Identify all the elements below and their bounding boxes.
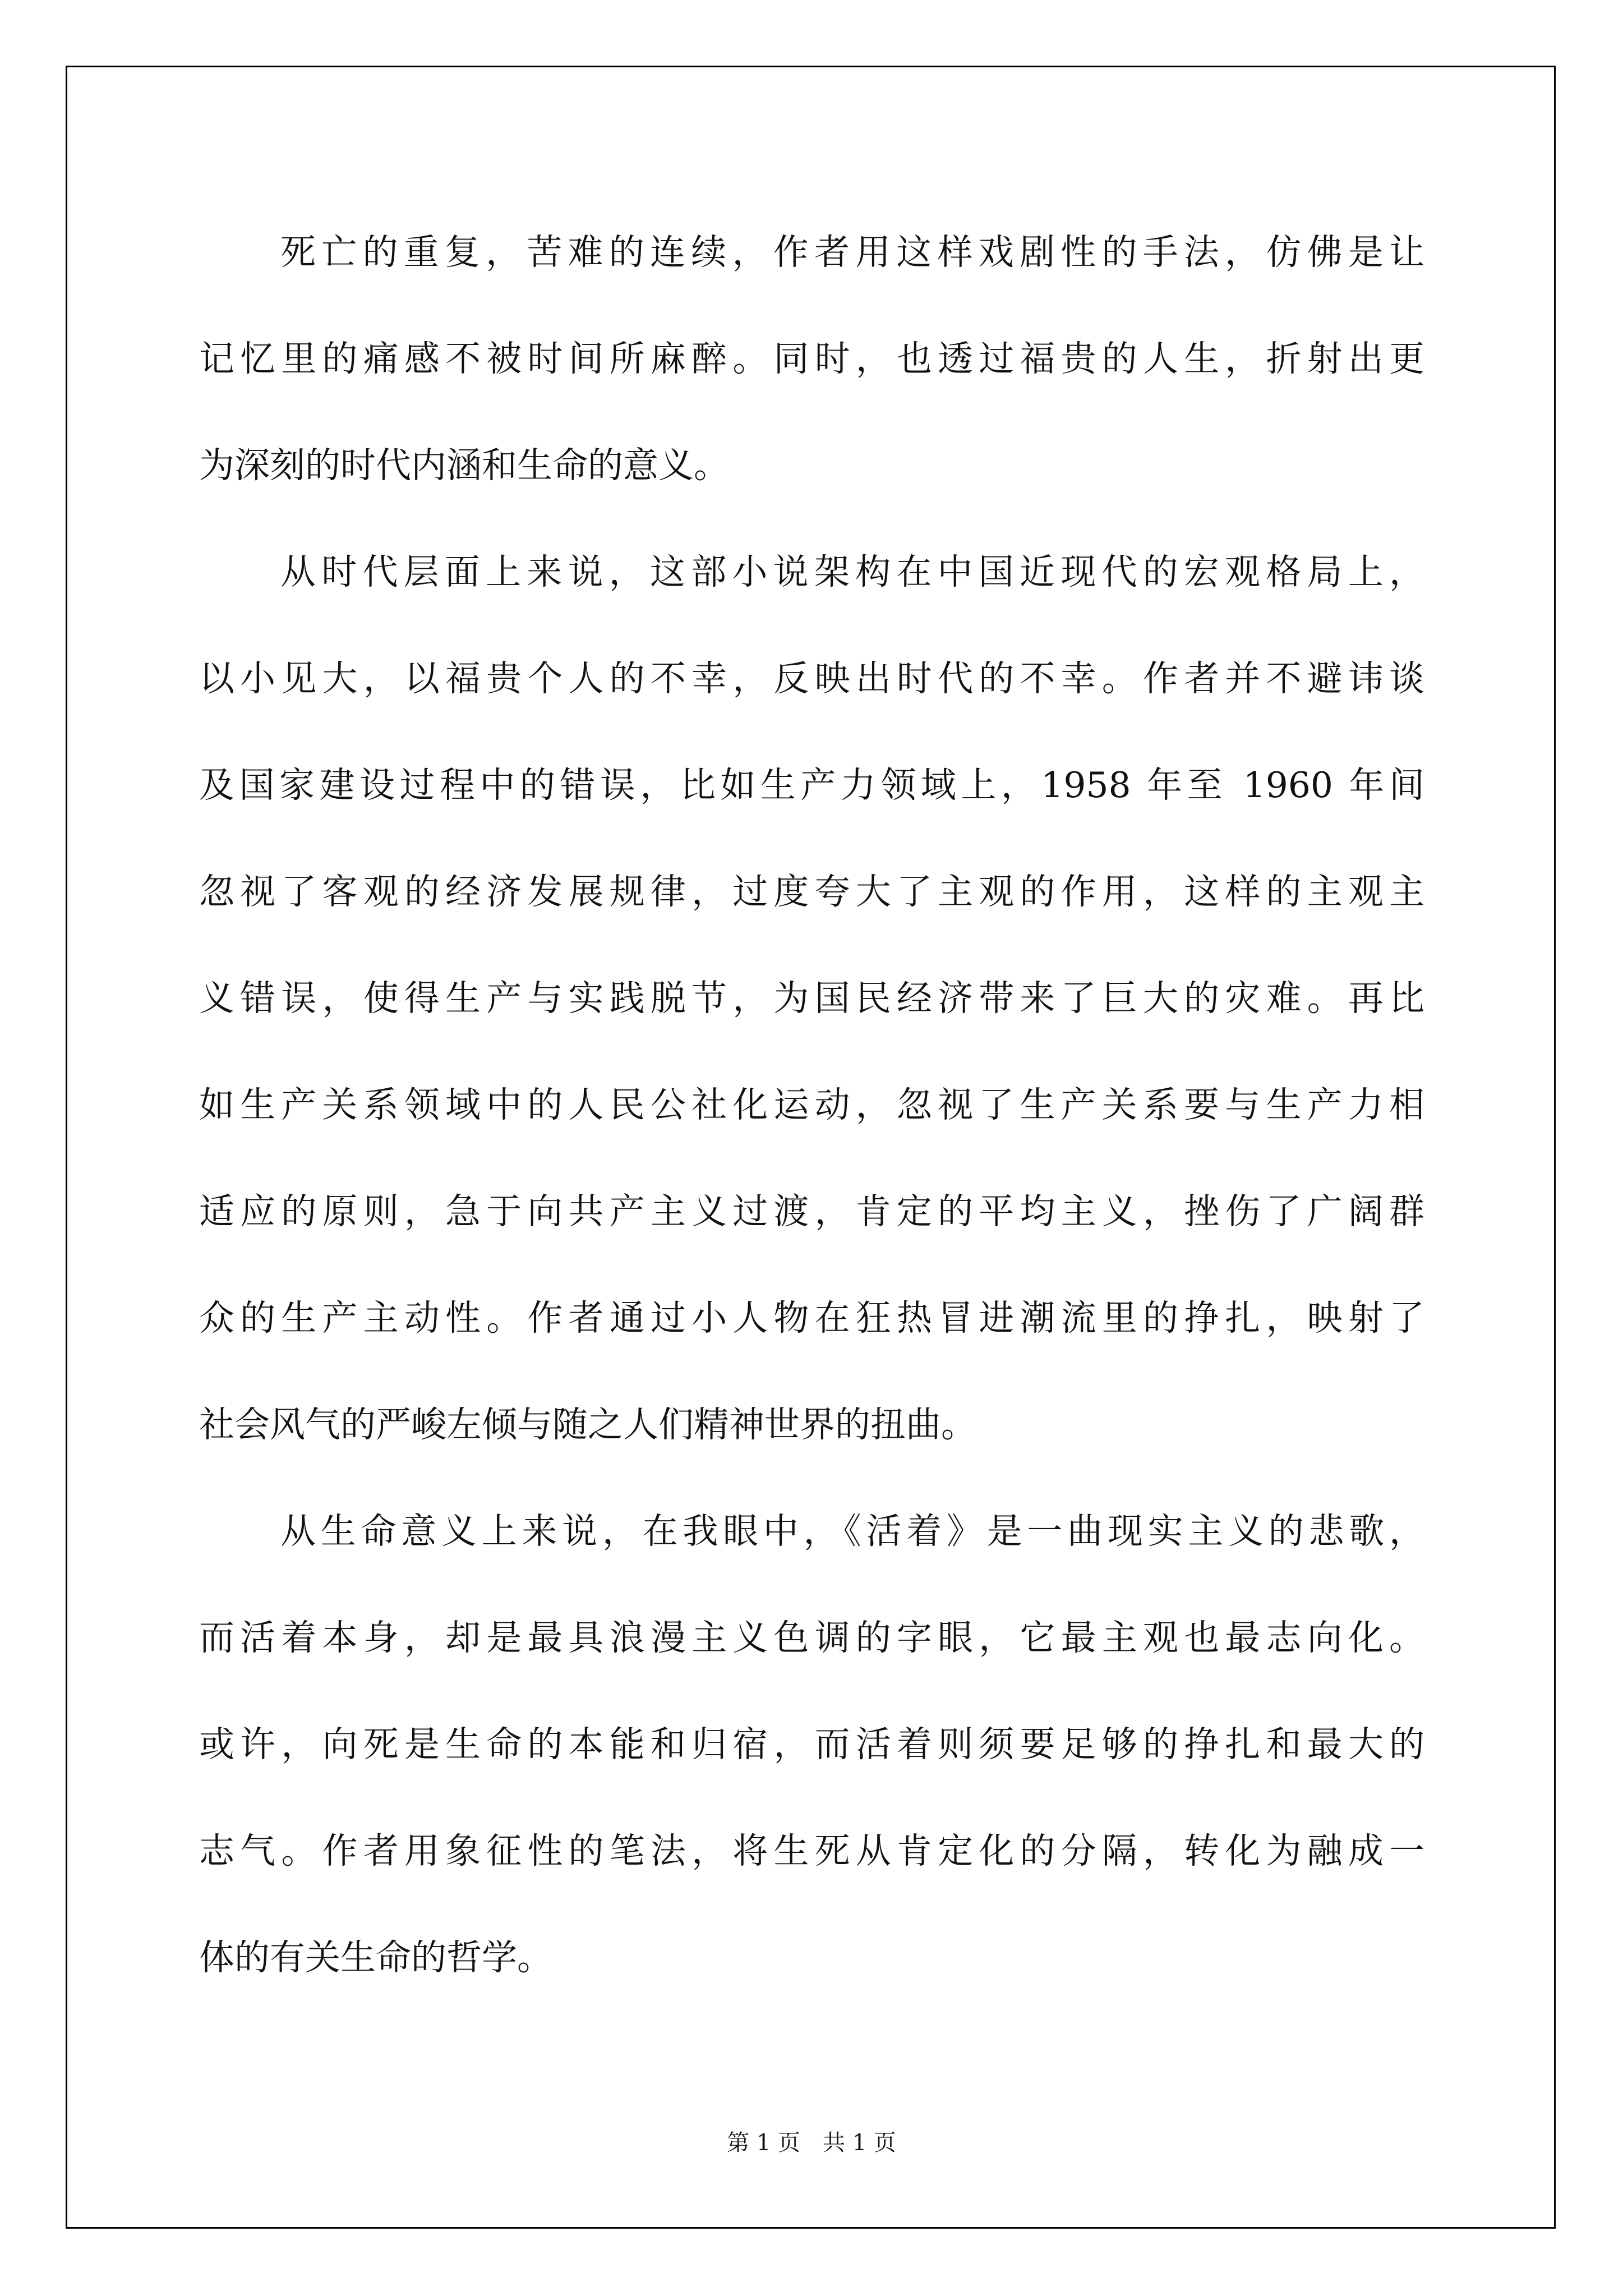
- paragraph-3-line-3: 或许，向死是生命的本能和归宿，而活着则须要足够的挣扎和最大的: [199, 1724, 1424, 1765]
- paragraph-1-line-1: 死亡的重复，苦难的连续，作者用这样戏剧性的手法，仿佛是让: [280, 232, 1424, 273]
- paragraph-3-line-1: 从生命意义上来说，在我眼中，《活着》是一曲现实主义的悲歌，: [280, 1511, 1424, 1552]
- paragraph-2-line-8: 众的生产主动性。作者通过小人物在狂热冒进潮流里的挣扎，映射了: [199, 1297, 1424, 1338]
- paragraph-2-line-3: 及国家建设过程中的错误，比如生产力领域上，1958 年至 1960 年间: [199, 765, 1424, 806]
- paragraph-3-line-5: 体的有关生命的哲学。: [199, 1937, 552, 1978]
- paragraph-2-line-5: 义错误，使得生产与实践脱节，为国民经济带来了巨大的灾难。再比: [199, 978, 1424, 1019]
- page-border: [66, 66, 1556, 2229]
- page-number-footer: 第 1 页 共 1 页: [727, 2130, 896, 2156]
- paragraph-3-line-2: 而活着本身，却是最具浪漫主义色调的字眼，它最主观也最志向化。: [199, 1617, 1424, 1658]
- paragraph-1-line-3: 为深刻的时代内涵和生命的意义。: [199, 445, 729, 486]
- paragraph-2-line-6: 如生产关系领域中的人民公社化运动，忽视了生产关系要与生产力相: [199, 1084, 1424, 1125]
- paragraph-2-line-4: 忽视了客观的经济发展规律，过度夸大了主观的作用，这样的主观主: [199, 871, 1424, 912]
- paragraph-1-line-2: 记忆里的痛感不被时间所麻醉。同时，也透过福贵的人生，折射出更: [199, 338, 1424, 379]
- paragraph-2-line-9: 社会风气的严峻左倾与随之人们精神世界的扭曲。: [199, 1404, 976, 1445]
- paragraph-2-line-7: 适应的原则，急于向共产主义过渡，肯定的平均主义，挫伤了广阔群: [199, 1191, 1424, 1232]
- paragraph-2-line-2: 以小见大，以福贵个人的不幸，反映出时代的不幸。作者并不避讳谈: [199, 658, 1424, 699]
- paragraph-3-line-4: 志气。作者用象征性的笔法，将生死从肯定化的分隔，转化为融成一: [199, 1830, 1424, 1871]
- paragraph-2-line-1: 从时代层面上来说，这部小说架构在中国近现代的宏观格局上，: [280, 551, 1424, 592]
